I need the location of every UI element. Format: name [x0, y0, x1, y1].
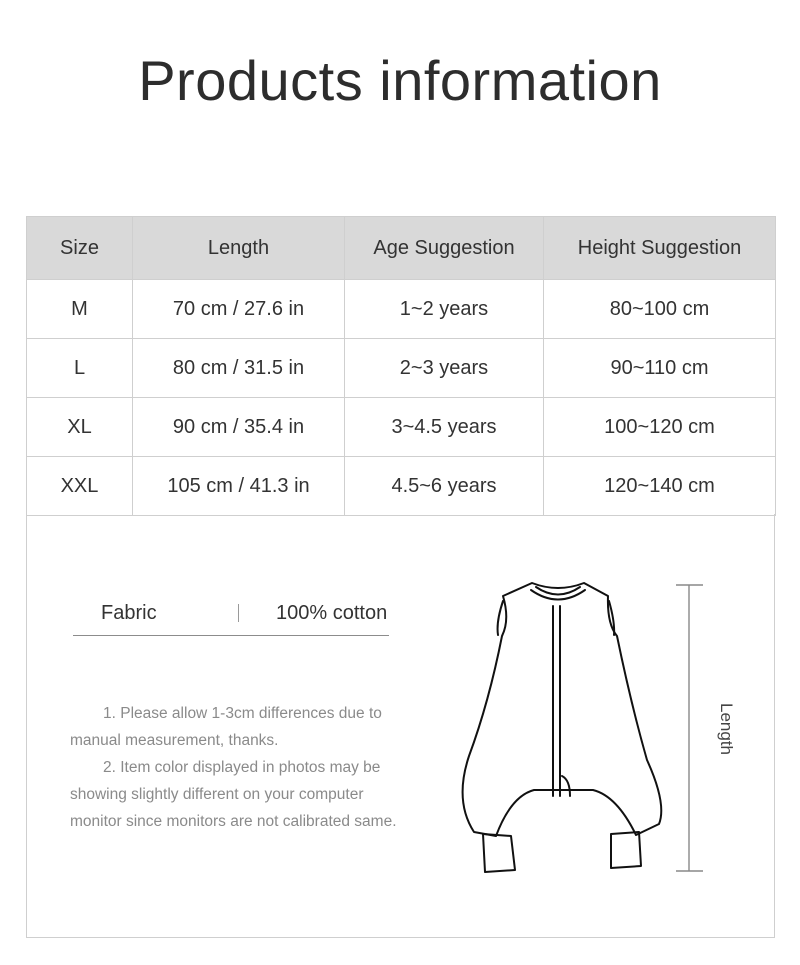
cell-size: XXL [27, 457, 133, 516]
table-row [27, 339, 776, 398]
cell-age: 2~3 years [345, 339, 544, 398]
garment-outline [463, 583, 662, 836]
header-length: Length [133, 217, 345, 280]
size-chart-table [26, 216, 776, 516]
fabric-label: Fabric [101, 602, 157, 624]
cell-age: 3~4.5 years [345, 398, 544, 457]
cell-length: 90 cm / 35.4 in [133, 398, 345, 457]
table-row [27, 398, 776, 457]
header-size: Size [27, 217, 133, 280]
armhole-left [498, 601, 503, 635]
table-header-row [27, 217, 776, 280]
cell-age: 4.5~6 years [345, 457, 544, 516]
fabric-value: 100% cotton [276, 602, 388, 624]
cell-length: 70 cm / 27.6 in [133, 280, 345, 339]
cell-length: 80 cm / 31.5 in [133, 339, 345, 398]
sleep-sack-diagram [27, 514, 776, 938]
note-color: 2. Item color displayed in photos may be showing slightly different on your computer monitor since monitors are not calibrated same. [70, 759, 397, 830]
header-age-suggestion: Age Suggestion [345, 217, 544, 280]
cuff-right [611, 832, 641, 868]
note-measurement: 1. Please allow 1-3cm differences due to manual measurement, thanks. [70, 705, 382, 749]
cell-size: XL [27, 398, 133, 457]
table-row [27, 457, 776, 516]
cell-height: 100~120 cm [544, 398, 776, 457]
cuff-left [483, 834, 515, 872]
cell-length: 105 cm / 41.3 in [133, 457, 345, 516]
cell-height: 80~100 cm [544, 280, 776, 339]
header-height-suggestion: Height Suggestion [544, 217, 776, 280]
product-details-panel [26, 514, 775, 938]
cell-height: 120~140 cm [544, 457, 776, 516]
cell-age: 1~2 years [345, 280, 544, 339]
page-title: Products information [138, 49, 662, 112]
length-label: Length [717, 703, 736, 755]
table-row [27, 280, 776, 339]
cell-size: L [27, 339, 133, 398]
cell-size: M [27, 280, 133, 339]
cell-height: 90~110 cm [544, 339, 776, 398]
